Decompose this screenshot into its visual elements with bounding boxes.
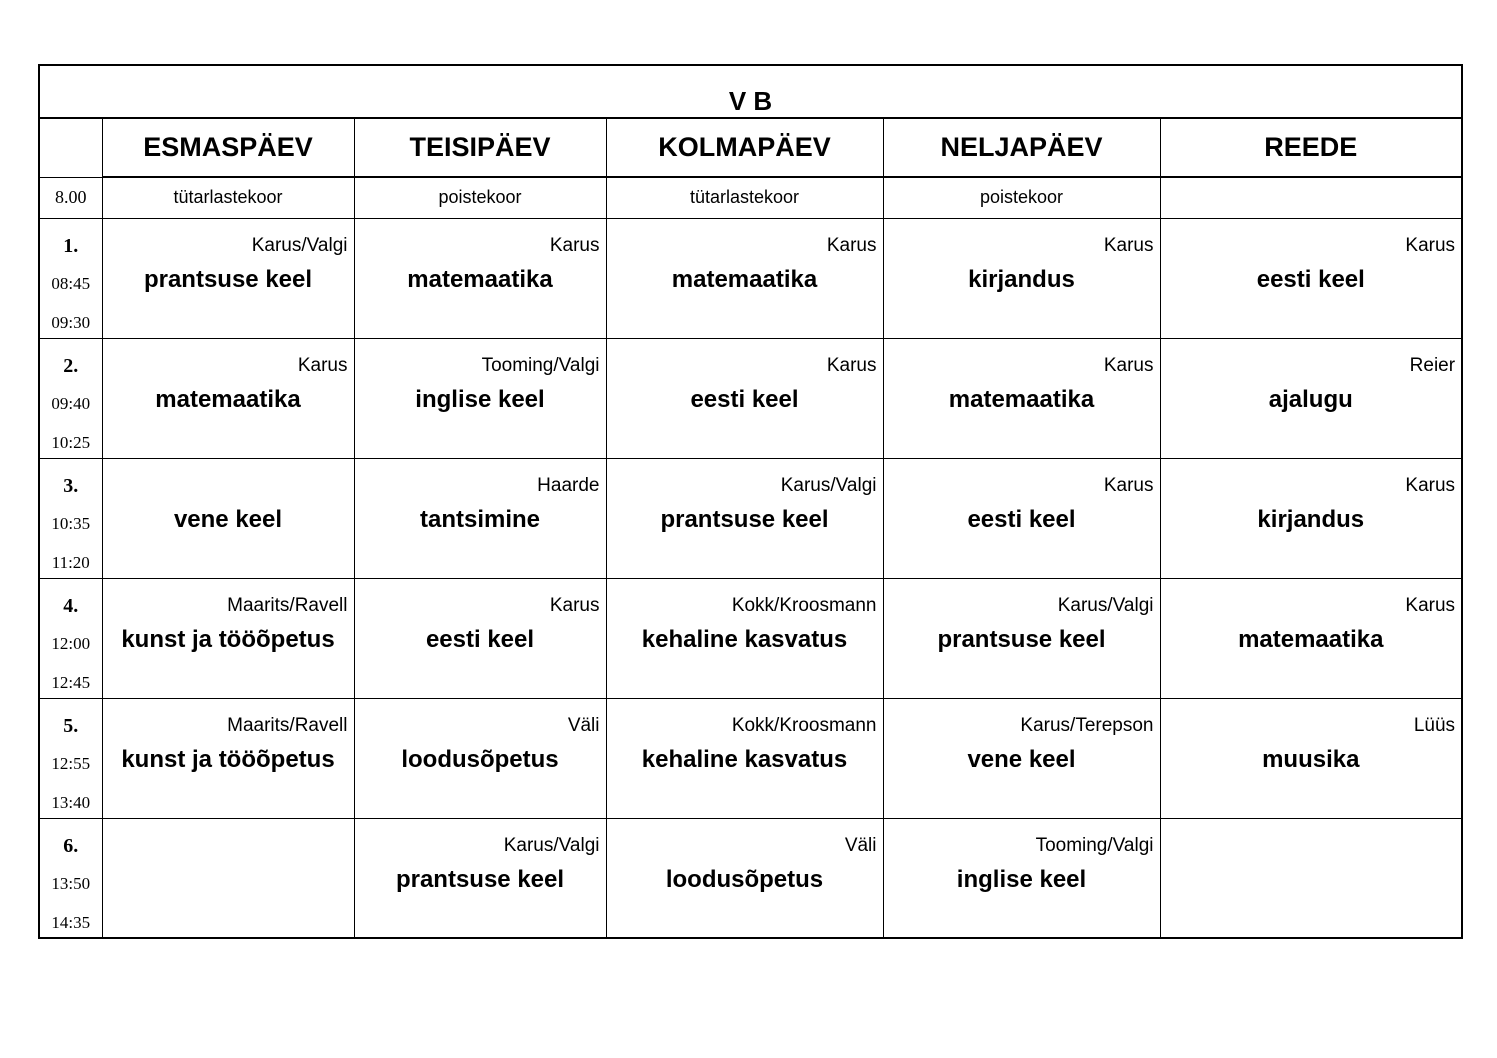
lesson-cell-monday [102,458,354,578]
day-header-wednesday: KOLMAPÄEV [606,118,883,177]
lesson-end-time: 12:45 [51,672,91,692]
lesson-row [39,458,1462,578]
title-row [39,65,1462,118]
subject-name: ajalugu [1268,385,1353,413]
subject-name: eesti keel [967,505,1076,533]
lesson-cell-thursday [883,818,1160,938]
lesson-start-time: 12:55 [51,753,91,773]
lesson-time-cell [39,218,102,338]
teacher-name: Kokk/Kroosmann [731,714,877,736]
choir-cell-monday: tütarlastekoor [102,177,354,218]
lesson-end-time: 10:25 [51,432,91,452]
lesson-time-cell [39,458,102,578]
teacher-name: Tooming/Valgi [1035,834,1154,856]
day-header-monday: ESMASPÄEV [102,118,354,177]
lesson-cell-friday [1160,458,1462,578]
lesson-time-cell [39,578,102,698]
subject-name: prantsuse keel [937,625,1106,653]
teacher-name: Tooming/Valgi [481,354,600,376]
subject-name: eesti keel [425,625,535,653]
lesson-cell-thursday [883,698,1160,818]
lesson-number: 3. [63,474,79,497]
lesson-cell-tuesday [354,338,606,458]
lesson-start-time: 08:45 [51,273,91,293]
teacher-name: Väli [567,714,600,736]
teacher-name: Reier [1409,354,1456,376]
subject-name: kehaline kasvatus [641,625,848,653]
subject-name: matemaatika [407,265,553,293]
choir-time: 8.00 [39,177,102,218]
lesson-time-cell [39,338,102,458]
lesson-number: 1. [63,234,79,257]
lesson-cell-tuesday [354,818,606,938]
lesson-row [39,578,1462,698]
teacher-name: Karus [826,354,877,376]
teacher-name: Karus [1405,474,1456,496]
lesson-cell-thursday [883,578,1160,698]
teacher-name: Karus [1405,594,1456,616]
teacher-name: Karus [297,354,348,376]
subject-name: matemaatika [1238,625,1384,653]
choir-cell-friday [1160,177,1462,218]
teacher-name [1161,835,1462,857]
lesson-cell-wednesday [606,458,883,578]
teacher-name: Karus [1103,474,1154,496]
lesson-number: 5. [63,714,79,737]
subject-name: kunst ja tööõpetus [121,745,335,773]
teacher-name: Maarits/Ravell [227,714,348,736]
lesson-cell-tuesday [354,458,606,578]
lesson-cell-wednesday [606,578,883,698]
subject-name: muusika [1262,745,1360,773]
teacher-name: Karus/Valgi [251,234,348,256]
lesson-row [39,818,1462,938]
subject-name: kirjandus [1257,505,1365,533]
choir-cell-tuesday: poistekoor [354,177,606,218]
lesson-cell-wednesday [606,218,883,338]
teacher-name: Lüüs [1413,714,1456,736]
teacher-name: Haarde [537,474,600,496]
subject-name: loodusõpetus [665,865,824,893]
lesson-cell-friday [1160,818,1462,938]
teacher-name: Väli [844,834,877,856]
day-header-friday: REEDE [1160,118,1462,177]
lesson-start-time: 10:35 [51,513,91,533]
lesson-end-time: 09:30 [51,312,91,332]
lesson-end-time: 14:35 [51,912,91,932]
lesson-cell-tuesday [354,218,606,338]
lesson-cell-thursday [883,218,1160,338]
subject-name: eesti keel [690,385,799,413]
lesson-cell-friday [1160,698,1462,818]
subject-name: inglise keel [956,865,1087,893]
lesson-end-time: 13:40 [51,792,91,812]
subject-name: prantsuse keel [143,265,313,293]
timetable [38,64,1463,939]
teacher-name: Kokk/Kroosmann [731,594,877,616]
subject-name: prantsuse keel [395,865,565,893]
lesson-cell-friday [1160,218,1462,338]
lesson-number: 2. [63,354,79,377]
lesson-cell-thursday [883,338,1160,458]
lesson-start-time: 13:50 [51,873,91,893]
lesson-number: 4. [63,594,79,617]
lesson-number: 6. [63,834,79,857]
lesson-time-cell [39,698,102,818]
subject-name: loodusõpetus [401,745,559,773]
class-title: V B [39,65,1462,118]
day-header-row [39,118,1462,177]
teacher-name [103,475,354,497]
subject-name: matemaatika [155,385,301,413]
choir-row [39,177,1462,218]
teacher-name: Maarits/Ravell [227,594,348,616]
subject-name: kunst ja tööõpetus [121,625,335,653]
lesson-row [39,698,1462,818]
day-header-thursday: NELJAPÄEV [883,118,1160,177]
teacher-name: Karus/Valgi [780,474,877,496]
teacher-name: Karus [549,234,600,256]
subject-name: prantsuse keel [660,505,829,533]
subject-name: kirjandus [968,265,1075,293]
subject-name: matemaatika [671,265,818,293]
lesson-cell-tuesday [354,578,606,698]
teacher-name: Karus/Valgi [1057,594,1154,616]
subject-name: kehaline kasvatus [641,745,848,773]
lesson-row [39,338,1462,458]
teacher-name: Karus [826,234,877,256]
lesson-cell-monday [102,698,354,818]
subject-name: matemaatika [948,385,1095,413]
teacher-name: Karus [1103,234,1154,256]
lesson-row [39,218,1462,338]
teacher-name: Karus [1405,234,1456,256]
lesson-cell-monday [102,218,354,338]
lesson-cell-monday [102,338,354,458]
teacher-name: Karus/Valgi [503,834,600,856]
lesson-cell-wednesday [606,698,883,818]
choir-cell-thursday: poistekoor [883,177,1160,218]
lesson-start-time: 12:00 [51,633,91,653]
corner-cell [39,118,102,177]
lesson-cell-monday [102,578,354,698]
lesson-cell-monday [102,818,354,938]
teacher-name: Karus [1103,354,1154,376]
subject-name: eesti keel [1256,265,1365,293]
lesson-end-time: 11:20 [51,552,90,572]
subject-name: tantsimine [419,505,541,533]
teacher-name: Karus/Terepson [1020,714,1154,736]
lesson-cell-friday [1160,338,1462,458]
teacher-name: Karus [549,594,600,616]
lesson-cell-friday [1160,578,1462,698]
subject-name: inglise keel [415,385,545,413]
subject-name: vene keel [967,745,1076,773]
day-header-tuesday: TEISIPÄEV [354,118,606,177]
lesson-cell-thursday [883,458,1160,578]
lesson-start-time: 09:40 [51,393,91,413]
subject-name: vene keel [173,505,283,533]
teacher-name [103,835,354,857]
lesson-time-cell [39,818,102,938]
choir-cell-wednesday: tütarlastekoor [606,177,883,218]
lesson-cell-wednesday [606,818,883,938]
lesson-cell-tuesday [354,698,606,818]
lesson-cell-wednesday [606,338,883,458]
